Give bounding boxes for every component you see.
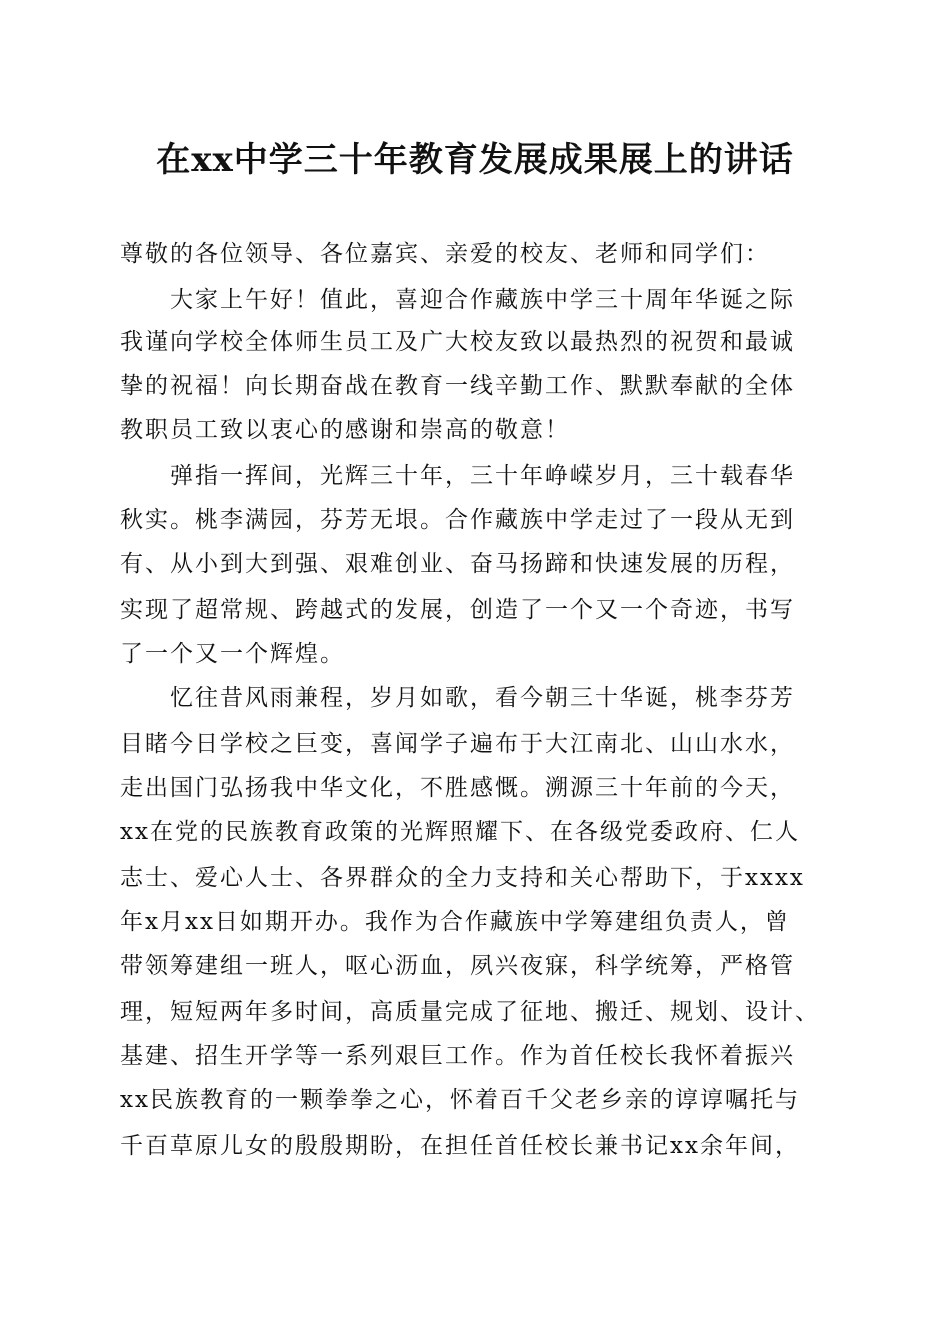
paragraph-2-line-5: 了一个又一个辉煌。 bbox=[120, 641, 345, 667]
paragraph-3-line-8: 理，短短两年多时间，高质量完成了征地、搬迁、规划、设计、 bbox=[120, 999, 820, 1025]
paragraph-3-line-9: 基建、招生开学等一系列艰巨工作。作为首任校长我怀着振兴 bbox=[120, 1043, 795, 1069]
paragraph-2-line-4: 实现了超常规、跨越式的发展，创造了一个又一个奇迹，书写 bbox=[120, 597, 795, 623]
paragraph-3-line-6: 年x月xx日如期开办。我作为合作藏族中学筹建组负责人，曾 bbox=[120, 909, 790, 935]
paragraph-3-line-1: 忆往昔风雨兼程，岁月如歌，看今朝三十华诞，桃李芬芳 bbox=[170, 685, 795, 711]
salutation-line: 尊敬的各位领导、各位嘉宾、亲爱的校友、老师和同学们： bbox=[120, 241, 770, 267]
paragraph-3-line-10: xx民族教育的一颗拳拳之心，怀着百千父老乡亲的谆谆嘱托与 bbox=[120, 1087, 800, 1113]
document-title: 在xx中学三十年教育发展成果展上的讲话 bbox=[156, 140, 794, 180]
paragraph-2-line-3: 有、从小到大到强、艰难创业、奋马扬蹄和快速发展的历程， bbox=[120, 551, 795, 577]
paragraph-1-line-2: 我谨向学校全体师生员工及广大校友致以最热烈的祝贺和最诚 bbox=[120, 329, 795, 355]
paragraph-3-line-2: 目睹今日学校之巨变，喜闻学子遍布于大江南北、山山水水， bbox=[120, 731, 795, 757]
paragraph-3-line-5: 志士、爱心人士、各界群众的全力支持和关心帮助下，于xxxx bbox=[120, 865, 805, 891]
paragraph-3-line-11: 千百草原儿女的殷殷期盼，在担任首任校长兼书记xx余年间， bbox=[120, 1133, 800, 1159]
paragraph-2-line-2: 秋实。桃李满园，芬芳无垠。合作藏族中学走过了一段从无到 bbox=[120, 507, 795, 533]
paragraph-1-line-3: 挚的祝福！向长期奋战在教育一线辛勤工作、默默奉献的全体 bbox=[120, 373, 795, 399]
paragraph-3-line-4: xx在党的民族教育政策的光辉照耀下、在各级党委政府、仁人 bbox=[120, 819, 800, 845]
paragraph-1-line-1: 大家上午好！值此，喜迎合作藏族中学三十周年华诞之际 bbox=[170, 287, 795, 313]
paragraph-2-line-1: 弹指一挥间，光辉三十年，三十年峥嵘岁月，三十载春华 bbox=[170, 463, 795, 489]
paragraph-3-line-3: 走出国门弘扬我中华文化，不胜感慨。溯源三十年前的今天， bbox=[120, 775, 795, 801]
paragraph-3-line-7: 带领筹建组一班人，呕心沥血，夙兴夜寐，科学统筹，严格管 bbox=[120, 953, 795, 979]
paragraph-1-line-4: 教职员工致以衷心的感谢和崇高的敬意！ bbox=[120, 417, 570, 443]
